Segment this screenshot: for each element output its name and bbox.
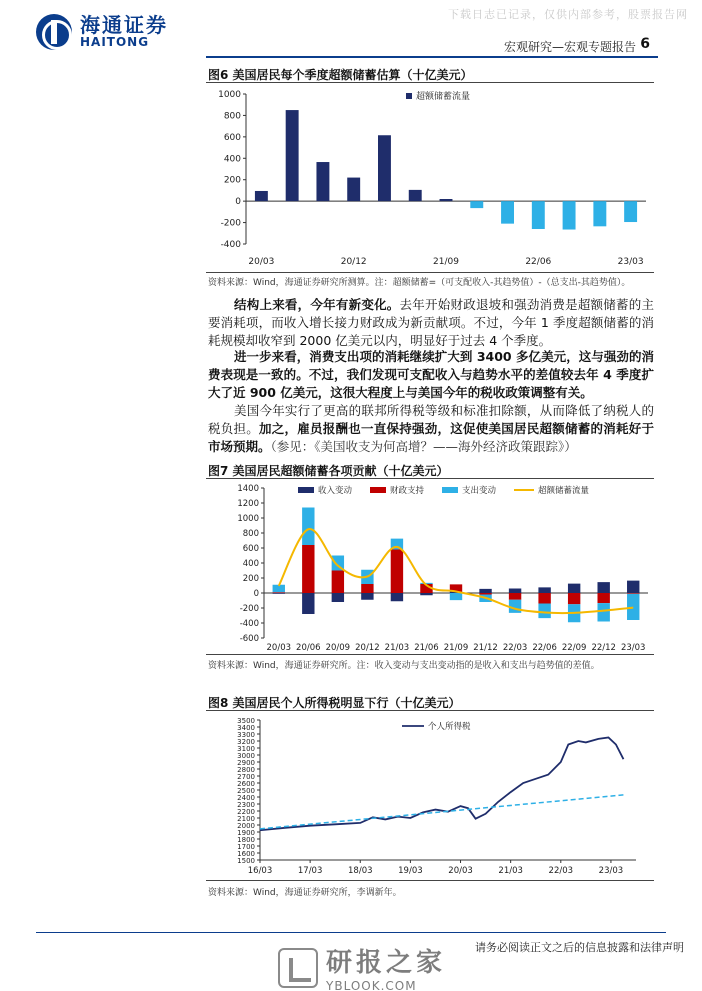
- fig7-bar-income: [420, 593, 432, 595]
- fig8-y-tick-label: 2500: [237, 787, 255, 795]
- fig8-x-tick-label: 21/03: [498, 866, 523, 876]
- fig7-x-tick-label: 22/06: [532, 643, 557, 652]
- fig8-y-tick-label: 3500: [237, 717, 255, 725]
- fig7-bar-spending: [509, 600, 521, 613]
- fig7-y-tick-label: -400: [239, 619, 259, 629]
- fig7-bar-fiscal: [391, 550, 403, 594]
- fig6-y-tick-label: -200: [220, 218, 241, 229]
- fig8-line-income-tax: [260, 738, 623, 831]
- fig7-x-tick-label: 20/09: [325, 643, 351, 652]
- fig8-source: 资料来源：Wind，海通证券研究所，李调新年。: [208, 888, 402, 898]
- fig8-top-rule: [206, 710, 654, 711]
- fig7-bar-fiscal: [479, 593, 491, 595]
- fig7-x-tick-label: 22/03: [502, 643, 528, 652]
- fig6-chart: [206, 84, 654, 270]
- fig8-y-tick-label: 3100: [237, 745, 255, 753]
- fig7-bottom-rule: [206, 654, 654, 655]
- fig7-legend-swatch: [442, 487, 458, 493]
- disclaimer-note: 请务必阅读正文之后的信息披露和法律声明: [475, 941, 684, 954]
- fig7-bar-income: [568, 584, 580, 593]
- fig7-title: 图7 美国居民超额储蓄各项贡献（十亿美元）: [208, 464, 449, 478]
- fig7-legend-label: 收入变动: [318, 486, 353, 496]
- top-watermark: 下载日志已记录，仅供内部参考，股票报告网: [448, 8, 688, 21]
- fig7-bar-fiscal: [332, 571, 344, 594]
- header-rule: [206, 56, 658, 58]
- fig7-bar-fiscal: [627, 593, 639, 594]
- fig8-x-tick-label: 22/03: [548, 866, 574, 876]
- fig7-x-tick-label: 21/06: [414, 643, 439, 652]
- fig6-bar: [255, 191, 268, 201]
- fig6-title: 图6 美国居民每个季度超额储蓄估算（十亿美元）: [208, 68, 473, 82]
- fig8-y-tick-label: 3200: [237, 738, 255, 746]
- fig7-bar-income: [597, 582, 609, 593]
- fig7-bar-income: [627, 581, 639, 593]
- watermark-en: YBLOOK.COM: [326, 979, 417, 991]
- fig7-y-tick-label: 1000: [237, 514, 259, 524]
- fig8-y-tick-label: 3000: [237, 752, 255, 760]
- report-section: 宏观研究—宏观专题报告: [503, 40, 636, 54]
- fig7-x-tick-label: 22/12: [591, 643, 616, 652]
- fig7-bar-fiscal: [302, 545, 314, 593]
- logo-en-text: HAITONG: [80, 35, 150, 50]
- fig6-y-tick-label: 1000: [218, 90, 241, 100]
- fig8-y-tick-label: 2400: [237, 794, 255, 802]
- fig7-bar-spending: [627, 594, 639, 620]
- fig8-legend-label: 个人所得税: [428, 722, 471, 732]
- fig7-y-tick-label: -200: [239, 604, 259, 614]
- fig6-top-rule: [206, 82, 654, 83]
- fig7-bar-fiscal: [597, 593, 609, 603]
- fig6-bar: [563, 201, 576, 229]
- fig7-bar-income: [273, 593, 285, 594]
- fig8-y-tick-label: 2200: [237, 808, 255, 816]
- fig7-legend-swatch: [298, 487, 314, 493]
- paragraph-tax-lead: 加之，雇员报酬也一直保持强劲，这促使美国居民超额储蓄的消耗好于市场预期。: [208, 421, 654, 454]
- fig7-x-tick-label: 21/09: [443, 643, 469, 652]
- fig7-y-tick-label: 200: [242, 574, 259, 584]
- fig7-bar-income: [361, 593, 373, 600]
- fig7-bar-fiscal: [538, 593, 550, 604]
- fig7-source: 资料来源：Wind，海通证券研究所。注：收入变动与支出变动指的是收入和支出与趋势值的差值。: [208, 661, 600, 671]
- fig6-x-tick-label: 22/06: [525, 257, 552, 267]
- fig7-bar-income: [479, 589, 491, 593]
- fig7-bar-income: [538, 587, 550, 593]
- fig7-legend-label: 超额储蓄流量: [538, 486, 590, 496]
- fig6-y-tick-label: -400: [220, 240, 241, 250]
- fig6-bottom-rule: [206, 272, 654, 273]
- fig7-y-tick-label: 1400: [237, 484, 259, 494]
- footer-rule: [36, 932, 666, 933]
- fig6-bar: [532, 201, 545, 229]
- fig7-y-tick-label: 0: [253, 589, 259, 599]
- fig7-bar-fiscal: [273, 592, 285, 593]
- fig8-y-tick-label: 2300: [237, 801, 255, 809]
- fig7-bar-spending: [538, 604, 550, 619]
- fig7-bar-income: [302, 593, 314, 614]
- fig6-bar: [286, 110, 299, 201]
- paragraph-tax: [208, 402, 654, 456]
- fig8-line-trend: [260, 795, 623, 829]
- fig7-bar-fiscal: [509, 593, 521, 600]
- fig6-bar: [440, 199, 453, 201]
- fig8-y-tick-label: 2100: [237, 815, 255, 823]
- fig6-bar: [624, 201, 637, 222]
- paragraph-consumption: [208, 348, 654, 402]
- fig8-y-tick-label: 3300: [237, 731, 255, 739]
- fig7-bar-income: [391, 593, 403, 601]
- fig8-bottom-rule: [206, 880, 654, 881]
- fig6-legend-label: 超额储蓄流量: [416, 92, 471, 102]
- fig7-x-tick-label: 20/03: [266, 643, 292, 652]
- fig6-bar: [316, 162, 329, 201]
- fig6-x-tick-label: 20/03: [248, 257, 275, 267]
- fig8-y-tick-label: 1700: [237, 843, 255, 851]
- paragraph-structure-lead: 结构上来看，今年有新变化。: [234, 297, 400, 312]
- fig6-bar: [378, 135, 391, 201]
- fig8-y-tick-label: 1800: [237, 836, 255, 844]
- fig8-title: 图8 美国居民个人所得税明显下行（十亿美元）: [208, 696, 461, 710]
- watermark-cn: 研报之家: [326, 948, 447, 978]
- paragraph-tax-body: 美国今年实行了更高的联邦所得税等级和标准扣除额，从而降低了纳税人的税负担。: [208, 403, 654, 436]
- fig7-legend-label: 财政支持: [390, 486, 425, 496]
- fig6-y-tick-label: 200: [223, 175, 241, 186]
- fig6-bar: [470, 201, 483, 208]
- fig7-y-tick-label: 600: [242, 544, 259, 554]
- fig6-bar: [501, 201, 514, 224]
- fig6-y-tick-label: 400: [223, 154, 241, 165]
- fig6-x-tick-label: 20/12: [340, 257, 367, 267]
- fig7-bar-spending: [597, 603, 609, 621]
- yblook-watermark: [278, 942, 446, 991]
- fig8-y-tick-label: 1600: [237, 850, 255, 858]
- fig8-y-tick-label: 2600: [237, 780, 255, 788]
- fig8-y-tick-label: 1500: [237, 857, 255, 865]
- fig8-y-tick-label: 2800: [237, 766, 255, 774]
- fig6-bar: [593, 201, 606, 226]
- fig7-y-tick-label: 800: [242, 529, 259, 539]
- paragraph-structure: [208, 296, 654, 350]
- fig7-bar-spending: [450, 593, 462, 600]
- fig7-x-tick-label: 20/06: [296, 643, 321, 652]
- fig7-legend-label: 支出变动: [462, 486, 497, 496]
- fig8-x-tick-label: 18/03: [348, 866, 373, 876]
- fig8-y-tick-label: 2000: [237, 822, 255, 830]
- paragraph-structure-body: 去年开始财政退坡和强劲消费是超额储蓄的主要消耗项，而收入增长接力财政成为新贡献项。不过，今年 1 季度超额储蓄的消耗规模却收窄到 2000 亿美元以内，明显好于过去 4 个季度。: [208, 297, 654, 348]
- fig6-y-tick-label: 600: [223, 132, 241, 143]
- fig7-x-tick-label: 21/03: [384, 643, 410, 652]
- logo-cn-text: 海通证券: [80, 13, 168, 38]
- haitong-logo-icon: [36, 14, 72, 50]
- fig6-x-tick-label: 21/09: [433, 257, 459, 267]
- fig8-y-tick-label: 2700: [237, 773, 255, 781]
- fig7-y-tick-label: 1200: [237, 499, 259, 509]
- fig7-y-tick-label: 400: [242, 559, 259, 569]
- fig7-x-tick-label: 21/12: [473, 643, 498, 652]
- fig7-top-rule: [206, 478, 654, 479]
- fig6-legend-swatch: [406, 93, 412, 99]
- fig7-bar-fiscal: [361, 584, 373, 593]
- fig7-x-tick-label: 23/03: [620, 643, 646, 652]
- fig8-x-tick-label: 20/03: [448, 866, 473, 876]
- fig8-x-tick-label: 16/03: [247, 866, 273, 876]
- fig7-bar-spending: [302, 508, 314, 546]
- fig8-x-tick-label: 19/03: [398, 866, 423, 876]
- page-number: 6: [640, 36, 650, 52]
- fig8-y-tick-label: 2900: [237, 759, 255, 767]
- yblook-logo-icon: [278, 948, 318, 988]
- fig6-y-tick-label: 800: [223, 111, 241, 122]
- fig6-bar: [347, 178, 360, 202]
- fig7-x-tick-label: 20/12: [355, 643, 380, 652]
- fig8-chart: [206, 712, 654, 878]
- paragraph-tax-ref: （参见：《美国收支为何高增？——海外经济政策跟踪》）: [270, 439, 577, 454]
- fig8-x-tick-label: 17/03: [297, 866, 323, 876]
- haitong-logo: [36, 14, 168, 50]
- fig7-legend-swatch: [370, 487, 386, 493]
- fig7-bar-income: [509, 589, 521, 594]
- fig6-x-tick-label: 23/03: [617, 257, 644, 267]
- fig7-bar-spending: [273, 585, 285, 593]
- fig8-y-tick-label: 3400: [237, 724, 255, 732]
- fig6-source: 资料来源：Wind，海通证券研究所测算。注：超额储蓄=（可支配收入-其趋势值）-（总支出-其趋势值）。: [208, 278, 631, 288]
- fig7-bar-fiscal: [568, 593, 580, 604]
- fig6-y-tick-label: 0: [235, 197, 241, 208]
- fig7-bar-income: [332, 593, 344, 602]
- fig7-chart: [206, 480, 654, 652]
- fig8-x-tick-label: 23/03: [598, 866, 624, 876]
- fig8-y-tick-label: 1900: [237, 829, 255, 837]
- fig6-bar: [409, 190, 422, 201]
- fig7-x-tick-label: 22/09: [561, 643, 587, 652]
- paragraph-consumption-body: 进一步来看，消费支出项的消耗继续扩大到 3400 多亿美元，这与强劲的消费表现是一致的。不过，我们发现可支配收入与趋势水平的差值较去年 4 季度扩大了近 900 亿美元，这很大程度上与美国今年的税收政策调整有关。: [208, 349, 654, 400]
- fig7-y-tick-label: -600: [239, 634, 259, 644]
